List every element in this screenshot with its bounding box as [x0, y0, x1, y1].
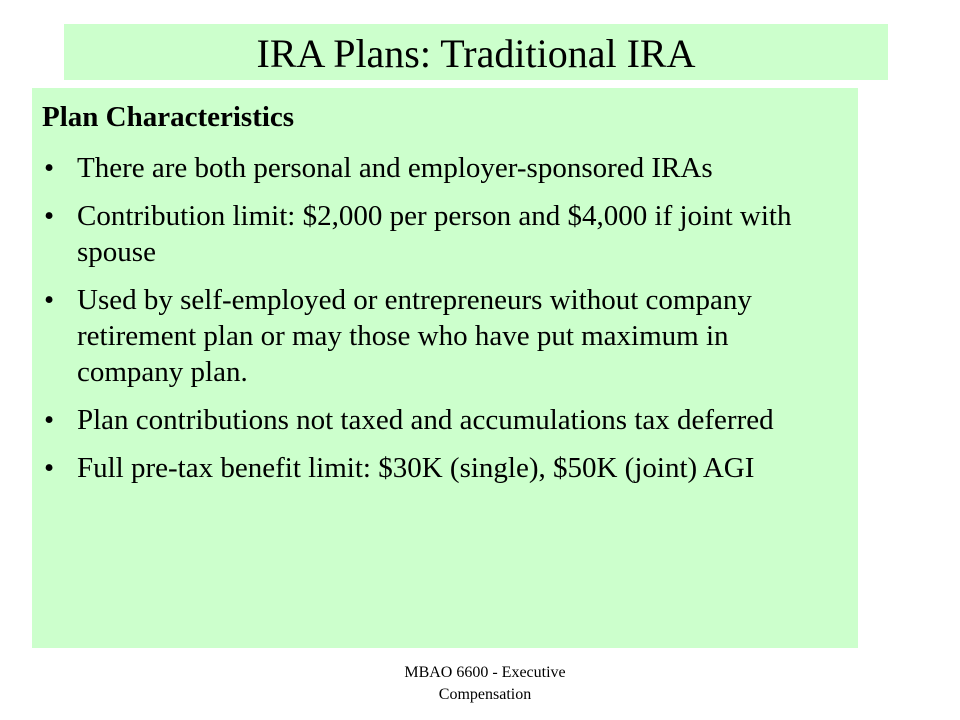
bullet-text: There are both personal and employer-sponsored IRAs	[77, 152, 713, 184]
bullet-text: Plan contributions not taxed and accumulations tax deferred	[77, 404, 774, 436]
bullet-text: Contribution limit: $2,000 per person and $4,000 if joint with spouse	[77, 200, 792, 268]
bullet-item	[42, 282, 832, 390]
bullet-icon: •	[44, 452, 55, 484]
bullet-item	[42, 402, 832, 438]
slide-footer	[340, 662, 630, 706]
content-panel	[32, 88, 858, 648]
slide-title: IRA Plans: Traditional IRA	[256, 31, 696, 76]
bullet-icon: •	[44, 200, 55, 232]
bullet-icon: •	[44, 404, 55, 436]
bullet-list	[42, 150, 832, 498]
bullet-text: Full pre-tax benefit limit: $30K (single), $50K (joint) AGI	[77, 452, 755, 484]
footer-line-2: Compensation	[438, 686, 532, 703]
title-banner	[64, 24, 888, 80]
section-heading: Plan Characteristics	[42, 101, 295, 133]
footer-line-1: MBAO 6600 - Executive	[404, 664, 566, 681]
bullet-item	[42, 198, 832, 270]
bullet-icon: •	[44, 152, 55, 184]
bullet-icon: •	[44, 284, 55, 316]
bullet-text: Used by self-employed or entrepreneurs without company retirement plan or may those who have put maximum in company plan.	[77, 284, 752, 388]
bullet-item	[42, 450, 832, 486]
bullet-item	[42, 150, 832, 186]
